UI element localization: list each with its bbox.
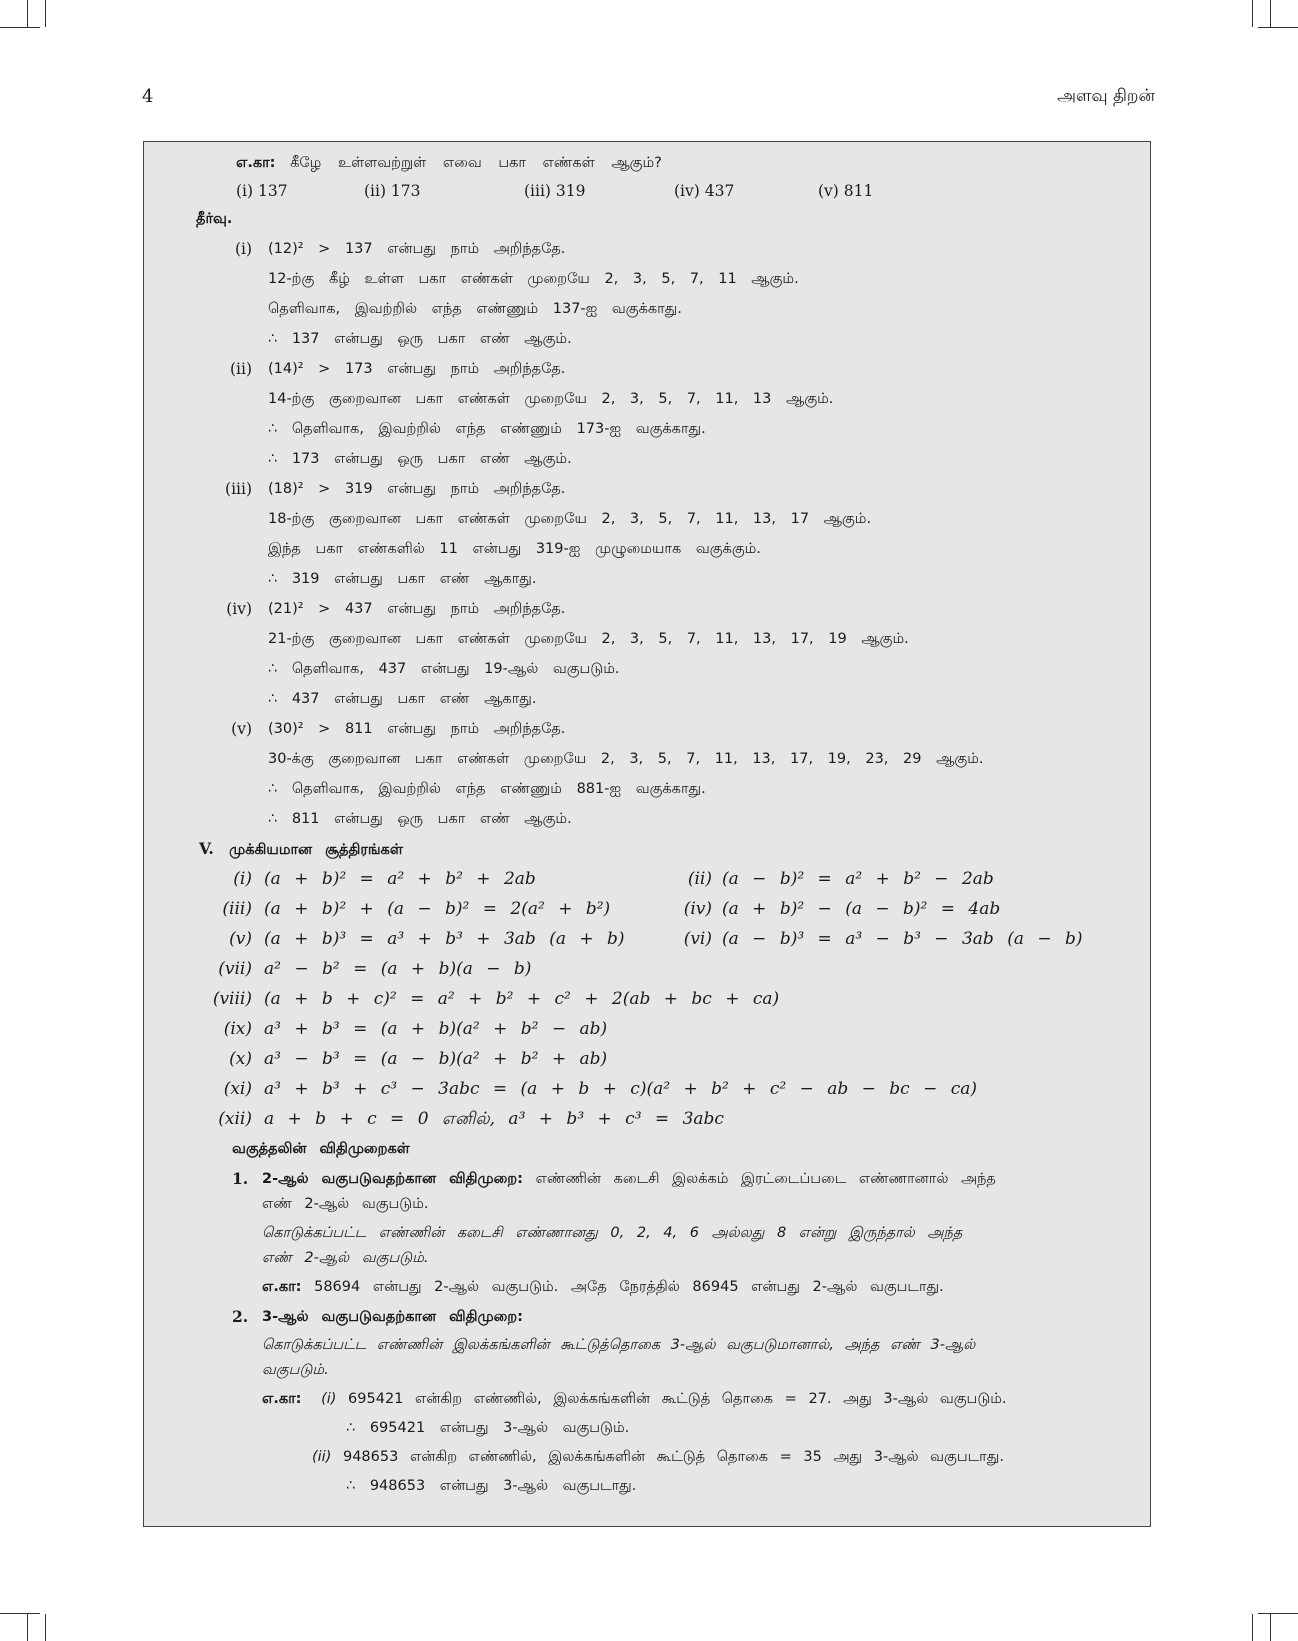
formula: a³ − b³ = (a − b)(a² + b² + ab) — [264, 1049, 608, 1069]
formula: a + b + c = 0 எனில், a³ + b³ + c³ = 3abc — [264, 1109, 724, 1129]
crop-mark — [1270, 1614, 1271, 1641]
formula: (a + b)² = a² + b² + 2ab — [264, 869, 536, 889]
formula-number: (ix) — [223, 1019, 252, 1039]
formula-number: (xi) — [223, 1079, 252, 1099]
item-number: (i) — [234, 240, 252, 258]
option: (i) 137 — [236, 182, 288, 200]
formula: a³ + b³ + c³ − 3abc = (a + b + c)(a² + b² + c² − ab − bc − ca) — [264, 1079, 978, 1099]
formula: (a − b)³ = a³ − b³ − 3ab (a − b) — [722, 929, 1083, 949]
solution-line: (12)² > 137 என்பது நாம் அறிந்ததே. — [268, 241, 566, 257]
solution-line: ∴ தெளிவாக, இவற்றில் எந்த எண்ணும் 881-ஐ வகுக்காது. — [268, 781, 706, 797]
crop-mark — [1258, 1613, 1298, 1614]
rule-example — [312, 1446, 1004, 1468]
content-box — [143, 141, 1151, 1527]
formula-number: (x) — [229, 1049, 252, 1069]
option: (iv) 437 — [674, 182, 735, 200]
solution-line: 21-ற்கு குறைவான பகா எண்கள் முறையே 2, 3, 5, 7, 11, 13, 17, 19 ஆகும். — [268, 631, 909, 647]
item-number: (ii) — [229, 360, 252, 378]
rule-note: கொடுக்கப்பட்ட எண்ணின் இலக்கங்களின் கூட்டுத்தொகை 3-ஆல் வகுபடுமானால், அந்த எண் 3-ஆல் — [262, 1337, 976, 1353]
formula-number: (iii) — [222, 899, 252, 919]
formula-number: (iv) — [683, 899, 712, 919]
rule-title: 3-ஆல் வகுபடுவதற்கான விதிமுறை: — [262, 1309, 523, 1325]
solution-line: ∴ தெளிவாக, இவற்றில் எந்த எண்ணும் 173-ஐ வகுக்காது. — [268, 421, 706, 437]
crop-mark — [45, 0, 46, 27]
item-number: (iii) — [225, 480, 252, 498]
example-number: (ii) — [312, 1449, 332, 1465]
formulas-heading — [199, 838, 403, 861]
crop-mark — [27, 1614, 28, 1641]
formula: (a + b + c)² = a² + b² + c² + 2(ab + bc + ca) — [264, 989, 780, 1009]
solution-line: தெளிவாக, இவற்றில் எந்த எண்ணும் 137-ஐ வகுக்காது. — [268, 301, 682, 317]
rule-number: 1. — [232, 1169, 249, 1188]
solution-label: தீர்வு. — [196, 211, 233, 227]
option: (v) 811 — [818, 182, 874, 200]
rule-note-cont: வகுபடும். — [262, 1362, 329, 1378]
example-label: எ.கா: — [262, 1391, 302, 1407]
crop-mark — [1270, 0, 1271, 27]
formula: (a + b)² − (a − b)² = 4ab — [722, 899, 1001, 919]
formula: a³ + b³ = (a + b)(a² + b² − ab) — [264, 1019, 608, 1039]
solution-line: ∴ 137 என்பது ஒரு பகா எண் ஆகும். — [268, 331, 572, 347]
rule-example — [262, 1388, 1007, 1410]
question-text: கீழே உள்ளவற்றுள் எவை பகா எண்கள் ஆகும்? — [290, 155, 662, 171]
rule-number: 2. — [232, 1307, 249, 1326]
solution-line: 14-ற்கு குறைவான பகா எண்கள் முறையே 2, 3, 5, 7, 11, 13 ஆகும். — [268, 391, 834, 407]
solution-line: 12-ற்கு கீழ் உள்ள பகா எண்கள் முறையே 2, 3, 5, 7, 11 ஆகும். — [268, 271, 799, 287]
option: (ii) 173 — [364, 182, 421, 200]
solution-line: ∴ 437 என்பது பகா எண் ஆகாது. — [268, 691, 537, 707]
rule-body: எண்ணின் கடைசி இலக்கம் இரட்டைப்படை எண்ணானால் அந்த — [535, 1171, 996, 1187]
crop-mark — [0, 1613, 40, 1614]
item-number: (iv) — [226, 600, 252, 618]
example-question — [236, 152, 662, 174]
solution-line: 30-க்கு குறைவான பகா எண்கள் முறையே 2, 3, 5, 7, 11, 13, 17, 19, 23, 29 ஆகும். — [268, 751, 984, 767]
crop-mark — [27, 0, 28, 27]
rule-note-cont: எண் 2-ஆல் வகுபடும். — [262, 1250, 429, 1266]
formula: a² − b² = (a + b)(a − b) — [264, 959, 532, 979]
rule-note: கொடுக்கப்பட்ட எண்ணின் கடைசி எண்ணானது 0, 2, 4, 6 அல்லது 8 என்று இருந்தால் அந்த — [262, 1225, 963, 1241]
example-text: 58694 என்பது 2-ஆல் வகுபடும். அதே நேரத்தில் 86945 என்பது 2-ஆல் வகுபடாது. — [314, 1279, 944, 1295]
crop-mark — [1258, 27, 1298, 28]
solution-line: ∴ 811 என்பது ஒரு பகா எண் ஆகும். — [268, 811, 572, 827]
formula-number: (xii) — [218, 1109, 252, 1129]
example-conclusion: ∴ 695421 என்பது 3-ஆல் வகுபடும். — [346, 1420, 630, 1436]
solution-line: (21)² > 437 என்பது நாம் அறிந்ததே. — [268, 601, 566, 617]
formula: (a − b)² = a² + b² − 2ab — [722, 869, 994, 889]
crop-mark — [1252, 0, 1253, 27]
solution-line: (30)² > 811 என்பது நாம் அறிந்ததே. — [268, 721, 566, 737]
section-title: முக்கியமான சூத்திரங்கள் — [229, 842, 403, 858]
crop-mark — [0, 27, 40, 28]
example-label: எ.கா: — [262, 1279, 302, 1295]
formula: (a + b)² + (a − b)² = 2(a² + b²) — [264, 899, 611, 919]
rule-text — [262, 1168, 996, 1190]
running-header-title: அளவு திறன் — [1057, 86, 1155, 106]
formula-number: (v) — [229, 929, 252, 949]
section-number: V. — [199, 839, 214, 858]
crop-mark — [1252, 1614, 1253, 1641]
example-number: (i) — [321, 1391, 337, 1407]
example-label: எ.கா: — [236, 155, 276, 171]
page-number: 4 — [142, 86, 154, 107]
rule-body-cont: எண் 2-ஆல் வகுபடும். — [262, 1196, 429, 1212]
crop-mark — [45, 1614, 46, 1641]
solution-line: ∴ 319 என்பது பகா எண் ஆகாது. — [268, 571, 537, 587]
example-conclusion: ∴ 948653 என்பது 3-ஆல் வகுபடாது. — [346, 1478, 637, 1494]
rule-title: 2-ஆல் வகுபடுவதற்கான விதிமுறை: — [262, 1171, 523, 1187]
formula-number: (viii) — [212, 989, 252, 1009]
solution-line: 18-ற்கு குறைவான பகா எண்கள் முறையே 2, 3, 5, 7, 11, 13, 17 ஆகும். — [268, 511, 872, 527]
solution-line: ∴ 173 என்பது ஒரு பகா எண் ஆகும். — [268, 451, 572, 467]
item-number: (v) — [231, 720, 252, 738]
divisibility-heading: வகுத்தலின் விதிமுறைகள் — [232, 1141, 410, 1157]
rule-example — [262, 1276, 944, 1298]
option: (iii) 319 — [524, 182, 586, 200]
formula: (a + b)³ = a³ + b³ + 3ab (a + b) — [264, 929, 625, 949]
solution-line: இந்த பகா எண்களில் 11 என்பது 319-ஐ முழுமையாக வகுக்கும். — [268, 541, 761, 557]
example-text: 948653 என்கிற எண்ணில், இலக்கங்களின் கூட்டுத் தொகை = 35 அது 3-ஆல் வகுபடாது. — [342, 1449, 1004, 1465]
formula-number: (ii) — [687, 869, 712, 889]
example-text: 695421 என்கிற எண்ணில், இலக்கங்களின் கூட்டுத் தொகை = 27. அது 3-ஆல் வகுபடும். — [348, 1391, 1007, 1407]
solution-line: (18)² > 319 என்பது நாம் அறிந்ததே. — [268, 481, 566, 497]
formula-number: (i) — [233, 869, 252, 889]
formula-number: (vi) — [683, 929, 712, 949]
solution-line: ∴ தெளிவாக, 437 என்பது 19-ஆல் வகுபடும். — [268, 661, 620, 677]
solution-line: (14)² > 173 என்பது நாம் அறிந்ததே. — [268, 361, 566, 377]
formula-number: (vii) — [218, 959, 252, 979]
